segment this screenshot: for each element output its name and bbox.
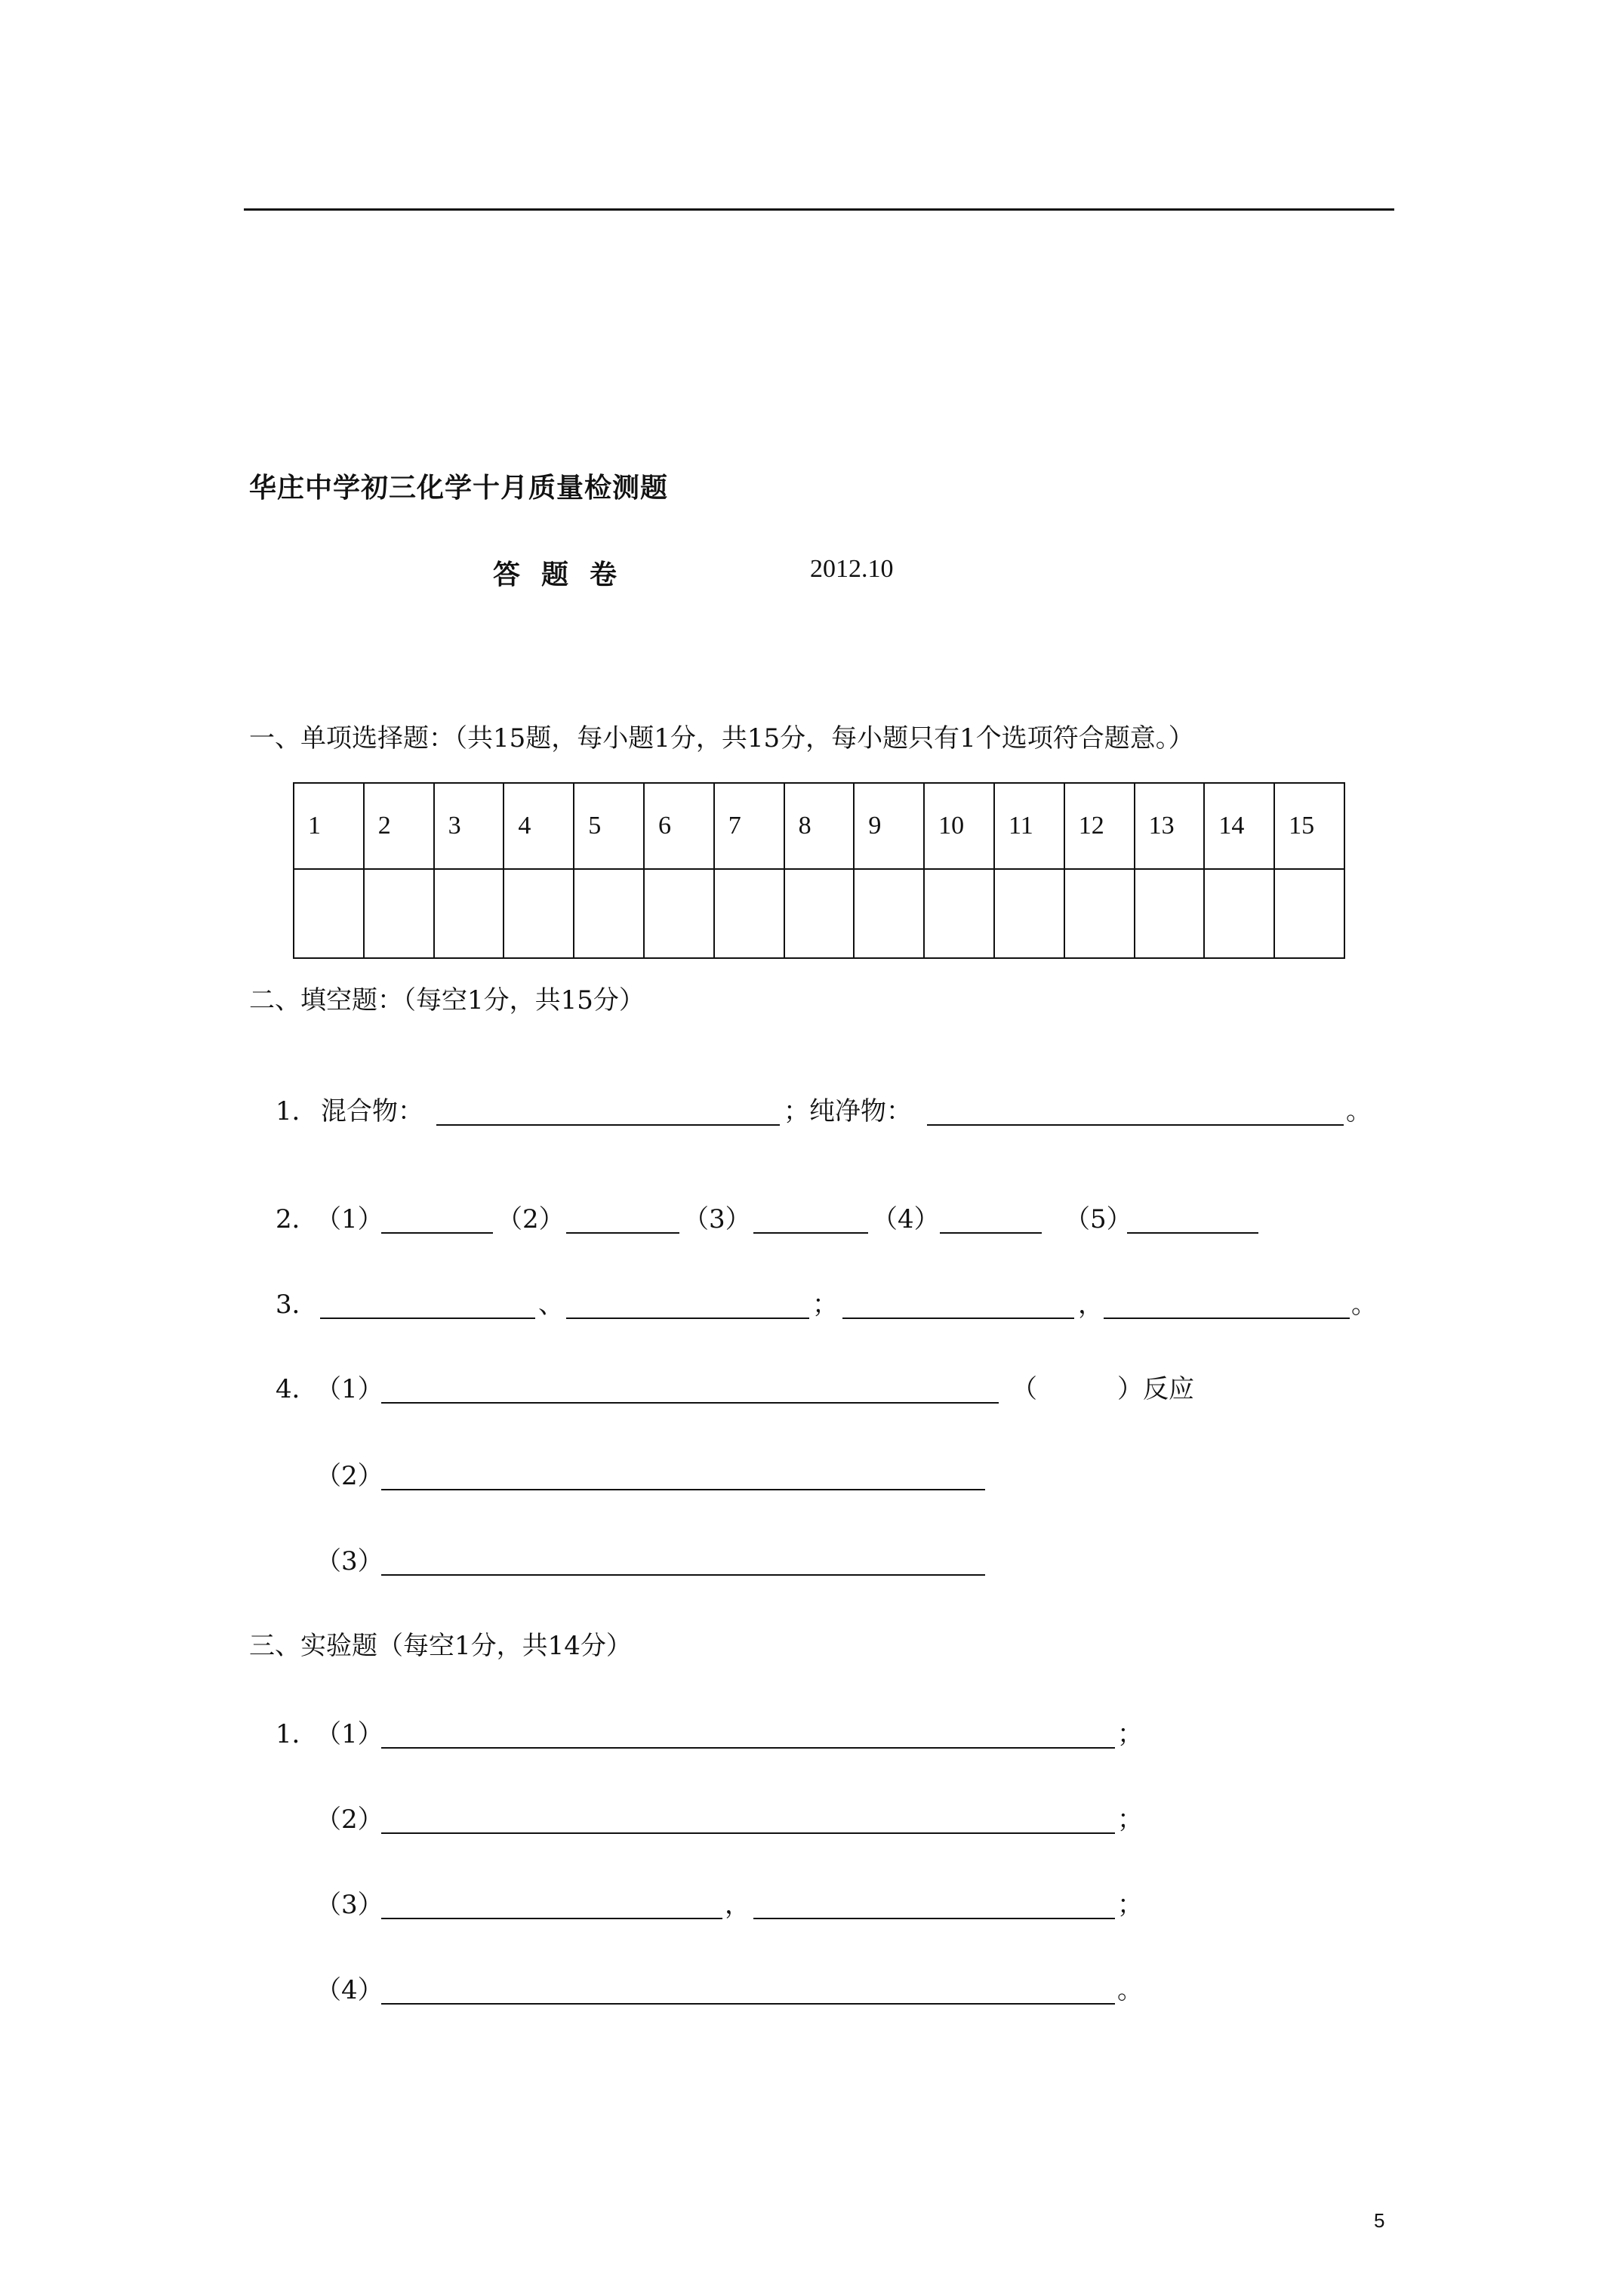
s3-q1-part3-end: ； (1117, 1890, 1143, 1920)
s2-q2-blank-5[interactable] (1127, 1232, 1258, 1234)
s2-q4-number: 4． (276, 1374, 318, 1404)
question-number-cell: 15 (1274, 783, 1344, 869)
answer-cell[interactable] (784, 869, 855, 958)
s3-q1-part3-sep: ， (725, 1890, 750, 1920)
s3-q1-part2-end: ； (1117, 1804, 1143, 1835)
answer-cell[interactable] (1204, 869, 1274, 958)
s2-q2-part2-label: （2） (497, 1204, 565, 1234)
answer-cell[interactable] (504, 869, 574, 958)
answer-cell[interactable] (714, 869, 784, 958)
s2-q4-paren-open: （ (1012, 1374, 1037, 1404)
page-title: 华庄中学初三化学十月质量检测题 (249, 472, 669, 504)
answer-grid (293, 782, 1345, 959)
s2-q2-number: 2． (276, 1204, 318, 1234)
s3-q1-number: 1． (276, 1719, 318, 1749)
s3-q1-part2-label: （2） (316, 1804, 383, 1835)
answer-cell[interactable] (1135, 869, 1205, 958)
question-number-cell: 13 (1135, 783, 1205, 869)
s2-q2-part4-label: （4） (872, 1204, 940, 1234)
s2-q4-part2-label: （2） (316, 1461, 383, 1491)
s2-q3-sep-1: 、 (538, 1290, 564, 1320)
question-number-cell: 12 (1064, 783, 1135, 869)
question-number-cell: 14 (1204, 783, 1274, 869)
question-number-cell: 1 (294, 783, 364, 869)
s2-q2-part1-label: （1） (316, 1204, 383, 1234)
s2-q3-sep-3: ， (1078, 1290, 1104, 1320)
answer-cell[interactable] (434, 869, 504, 958)
question-number-cell: 4 (504, 783, 574, 869)
s2-q1-number: 1． (276, 1096, 318, 1126)
answer-cell[interactable] (294, 869, 364, 958)
section2-heading: 二、填空题：（每空1分，共15分） (249, 985, 645, 1015)
s2-q2-blank-4[interactable] (940, 1232, 1042, 1234)
s2-q3-blank-3[interactable] (842, 1318, 1074, 1319)
s2-q4-part3-label: （3） (316, 1546, 383, 1576)
answer-cell[interactable] (1274, 869, 1344, 958)
s3-q1-part4-end: 。 (1117, 1975, 1143, 2005)
s2-q1-blank-1[interactable] (436, 1124, 780, 1126)
answer-sheet-label: 答题卷 (493, 559, 639, 590)
s3-q1-part4-label: （4） (316, 1975, 383, 2005)
question-number-cell: 10 (924, 783, 994, 869)
s2-q1-label-pure: ；纯净物： (784, 1096, 912, 1126)
s3-q1-blank-4[interactable] (381, 2003, 1115, 2005)
s3-q1-blank-1[interactable] (381, 1747, 1115, 1749)
s2-q2-part3-label: （3） (683, 1204, 751, 1234)
s2-q4-blank-2[interactable] (381, 1489, 985, 1490)
s3-q1-blank-2[interactable] (381, 1832, 1115, 1834)
answer-cell[interactable] (994, 869, 1064, 958)
s2-q1-end: 。 (1346, 1096, 1372, 1126)
s2-q4-reaction-label: ）反应 (1117, 1374, 1194, 1404)
s3-q1-part1-label: （1） (316, 1719, 383, 1749)
question-number-cell: 6 (644, 783, 714, 869)
answer-cell[interactable] (574, 869, 644, 958)
s2-q4-part1-label: （1） (316, 1374, 383, 1404)
s2-q3-end: 。 (1351, 1290, 1377, 1320)
question-number-cell: 8 (784, 783, 855, 869)
s2-q3-blank-2[interactable] (566, 1318, 809, 1319)
answer-cell[interactable] (644, 869, 714, 958)
s3-q1-part3-label: （3） (316, 1890, 383, 1920)
s2-q4-blank-1[interactable] (381, 1402, 999, 1404)
s2-q3-blank-4[interactable] (1104, 1318, 1350, 1319)
question-number-cell: 5 (574, 783, 644, 869)
s3-q1-blank-3a[interactable] (381, 1918, 722, 1919)
question-number-cell: 2 (364, 783, 434, 869)
s2-q4-blank-3[interactable] (381, 1574, 985, 1576)
question-number-cell: 11 (994, 783, 1064, 869)
s2-q2-blank-2[interactable] (566, 1232, 679, 1234)
s2-q1-blank-2[interactable] (927, 1124, 1344, 1126)
question-number-cell: 9 (854, 783, 924, 869)
s2-q2-part5-label: （5） (1064, 1204, 1132, 1234)
s2-q3-number: 3． (276, 1290, 318, 1320)
answer-cell[interactable] (364, 869, 434, 958)
answer-cell[interactable] (924, 869, 994, 958)
answer-grid-answers (294, 869, 1344, 958)
s2-q1-label-mixture: 混合物： (321, 1096, 423, 1126)
answer-cell[interactable] (1064, 869, 1135, 958)
answer-grid-numbers (294, 783, 1344, 869)
section3-heading: 三、实验题（每空1分，共14分） (249, 1631, 632, 1661)
section1-heading: 一、单项选择题：（共15题，每小题1分，共15分，每小题只有1个选项符合题意。） (249, 723, 1194, 754)
question-number-cell: 3 (434, 783, 504, 869)
s2-q3-sep-2: ； (812, 1290, 838, 1320)
s3-q1-blank-3b[interactable] (753, 1918, 1115, 1919)
s2-q3-blank-1[interactable] (320, 1318, 535, 1319)
exam-date: 2012.10 (810, 555, 894, 583)
header-rule (244, 208, 1394, 211)
s2-q2-blank-1[interactable] (381, 1232, 493, 1234)
page-number: 5 (1374, 2209, 1385, 2232)
question-number-cell: 7 (714, 783, 784, 869)
s2-q2-blank-3[interactable] (753, 1232, 868, 1234)
s3-q1-part1-end: ； (1117, 1719, 1143, 1749)
answer-cell[interactable] (854, 869, 924, 958)
